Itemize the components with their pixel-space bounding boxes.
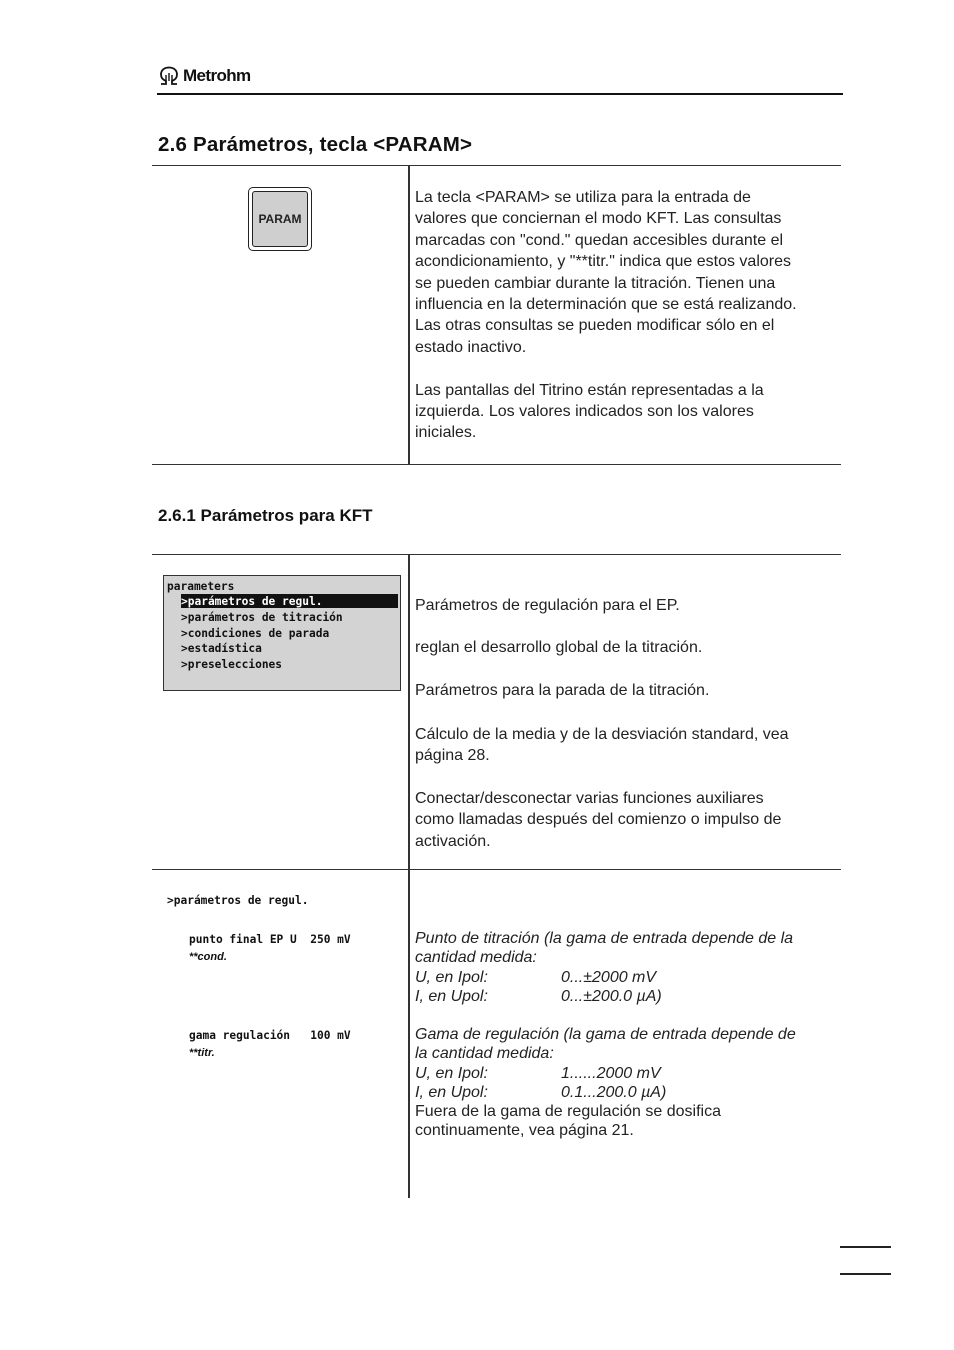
range-note: **titr. <box>189 1047 215 1059</box>
text-line: activación. <box>415 832 491 850</box>
text-line: Punto de titración (la gama de entrada depende de la <box>415 930 794 947</box>
text-line: acondicionamiento, y "**titr." indica que estos valores <box>415 253 792 271</box>
table-column-divider <box>408 555 410 1198</box>
brand-name: Metrohm <box>183 66 251 85</box>
range-display-line: gama regulación 100 mV <box>189 1029 351 1042</box>
menu-description: reglan el desarrollo global de la titración. <box>415 639 703 656</box>
text-line: se pueden cambiar durante la titración. Tienen una <box>415 274 776 292</box>
table-top-rule <box>152 554 841 555</box>
text-line: Cálculo de la media y de la desviación standard, vea <box>415 726 789 743</box>
display-menu-item: >estadística <box>181 642 262 655</box>
metrohm-omega-logo-icon <box>158 66 180 86</box>
footer-rule <box>840 1246 891 1248</box>
text-line: iniciales. <box>415 424 477 442</box>
display-menu-item: >preselecciones <box>181 658 283 671</box>
text-line: Conectar/desconectar varias funciones auxiliares <box>415 790 764 807</box>
display-menu-item: >condiciones de parada <box>181 627 330 640</box>
text-line: continuamente, vea página 21. <box>415 1122 634 1140</box>
text-line: Gama de regulación (la gama de entrada depende de <box>415 1026 796 1043</box>
range-row-label: U, en Ipol: <box>415 1064 488 1082</box>
endpoint-display-line: punto final EP U 250 mV <box>189 933 351 946</box>
text-line: influencia en la determinación que se está realizando. <box>415 296 797 314</box>
range-row <box>415 1064 840 1083</box>
menu-description <box>415 724 789 767</box>
section-title: 2.6 Parámetros, tecla <PARAM> <box>158 133 473 156</box>
range-row <box>415 968 840 987</box>
text-line: marcadas con "cond." quedan accesibles durante el <box>415 231 784 249</box>
range-description <box>415 1025 840 1141</box>
param-key-button <box>248 187 312 251</box>
text-line: estado inactivo. <box>415 338 527 356</box>
table-bottom-rule <box>152 464 841 465</box>
display-title: parameters <box>167 580 235 593</box>
intro-paragraph-2 <box>415 380 835 444</box>
text-line: Las pantallas del Titrino están representadas a la <box>415 381 764 399</box>
param-key-label: PARAM <box>258 212 302 226</box>
menu-description: Parámetros de regulación para el EP. <box>415 597 680 614</box>
text-line: Fuera de la gama de regulación se dosifica <box>415 1103 721 1121</box>
display-menu-item: >parámetros de titración <box>181 611 343 624</box>
range-row-label: U, en Ipol: <box>415 968 488 986</box>
endpoint-description <box>415 929 840 1006</box>
intro-text <box>415 187 835 444</box>
param-key-face <box>252 191 308 247</box>
header-rule <box>157 93 843 95</box>
table-column-divider <box>408 166 410 465</box>
endpoint-note: **cond. <box>189 951 227 963</box>
display-menu-item-selected: >parámetros de regul. <box>181 594 398 608</box>
text-line: Las otras consultas se pueden modificar sólo en el <box>415 317 775 335</box>
range-row <box>415 1083 840 1102</box>
range-row-value: 0...±200.0 µA) <box>561 987 662 1005</box>
range-row-label: I, en Upol: <box>415 1083 488 1101</box>
titrino-display <box>163 575 401 691</box>
range-row <box>415 987 840 1006</box>
menu-description <box>415 788 781 852</box>
table-top-rule <box>152 165 841 166</box>
text-line: valores que conciernan el modo KFT. Las consultas <box>415 210 782 228</box>
text-line: izquierda. Los valores indicados son los valores <box>415 403 754 421</box>
range-row-value: 0.1...200.0 µA) <box>561 1083 667 1101</box>
table-row-rule <box>152 869 841 870</box>
range-row-value: 0...±2000 mV <box>561 968 657 986</box>
footer-rule <box>840 1273 891 1275</box>
intro-paragraph-1 <box>415 187 835 358</box>
text-line: como llamadas después del comienzo o impulso de <box>415 811 782 829</box>
range-row-value: 1......2000 mV <box>561 1064 661 1082</box>
text-line: La tecla <PARAM> se utiliza para la entrada de <box>415 189 751 206</box>
subsection-title: 2.6.1 Parámetros para KFT <box>158 506 373 525</box>
range-row-label: I, en Upol: <box>415 987 488 1005</box>
text-line: cantidad medida: <box>415 949 537 967</box>
metrohm-logo <box>158 66 251 86</box>
text-line: la cantidad medida: <box>415 1045 554 1063</box>
regul-heading: >parámetros de regul. <box>167 894 309 907</box>
menu-description: Parámetros para la parada de la titración. <box>415 682 710 699</box>
text-line: página 28. <box>415 747 490 765</box>
